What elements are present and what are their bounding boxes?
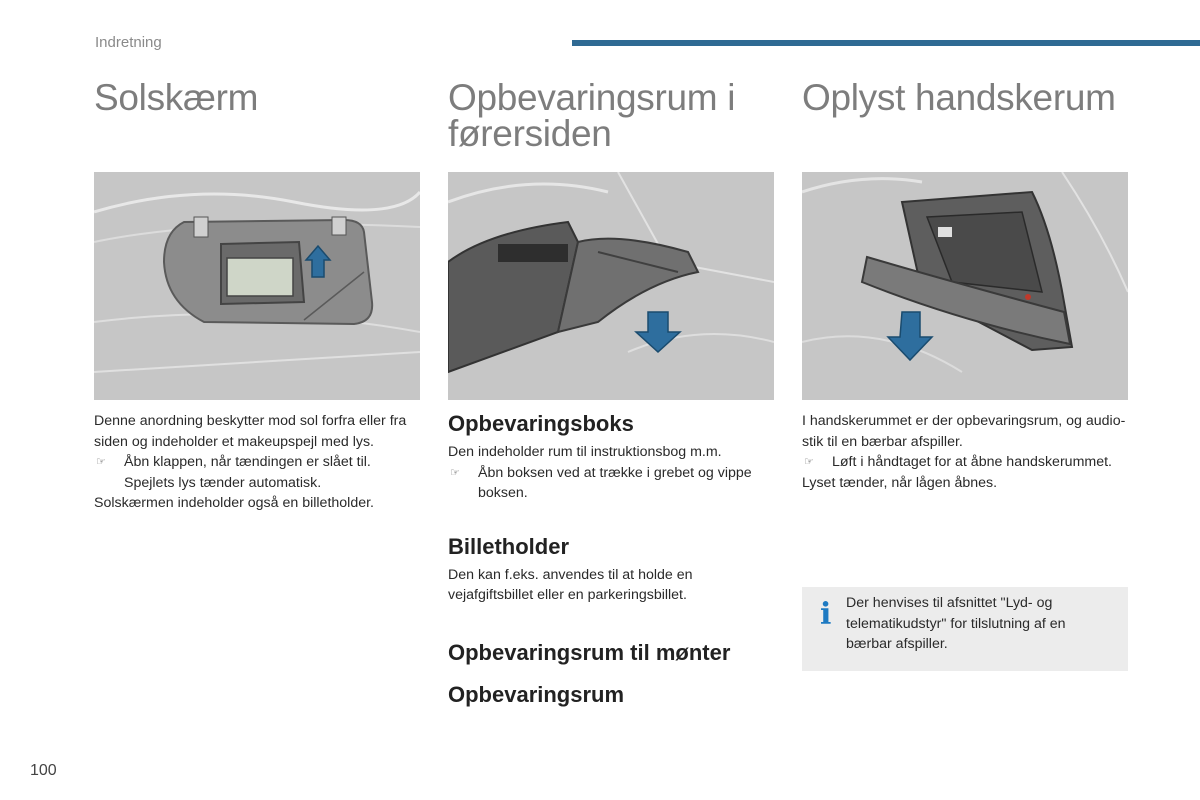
sun-visor-title: Solskærm [94,77,259,118]
sun-visor-bullet-text: Åbn klappen, når tændingen er slået til. Spejlets lys tænder automatisk. [124,454,371,491]
driver-side-storage-illustration [448,172,774,400]
section-label: Indretning [95,34,162,51]
column-glovebox [802,77,1130,493]
glovebox-title: Oplyst handskerum [802,77,1116,118]
storage-heading: Opbevaringsrum [448,681,625,707]
glovebox-outro: Lyset tænder, når lågen åbnes. [802,474,998,491]
glovebox-illustration [802,172,1128,400]
storage-box-heading: Opbevaringsboks [448,411,634,436]
sun-visor-outro: Solskærmen indeholder også en billetholder. [94,495,374,511]
glovebox-bullet-text: Løft i håndtaget for at åbne handskerummet. [832,454,1112,470]
column-driver-storage [448,77,776,708]
ticket-holder-heading: Billetholder [448,533,570,559]
sun-visor-illustration [94,172,420,400]
driver-storage-title: Opbevaringsrum i førersiden [448,77,736,154]
column-sun-visor [94,77,422,514]
info-note [802,587,1128,671]
sun-visor-intro: Denne anordning beskytter mod sol forfra eller fra siden og indeholder et makeupspejl med lys. [94,413,407,450]
header-accent-bar [572,40,1200,46]
sun-visor-bullet [94,452,422,493]
ticket-holder-text: Den kan f.eks. anvendes til at holde en vejafgiftsbillet eller en parkeringsbillet. [448,566,693,603]
storage-box-text: Den indeholder rum til instruktionsbog m.m. [448,444,722,460]
info-icon: i [820,597,832,632]
coin-storage-heading: Opbevaringsrum til mønter [448,639,731,665]
glovebox-intro: I handskerummet er der opbevaringsrum, og audio-stik til en bærbar afspiller. [802,413,1126,450]
glovebox-bullet [802,452,1130,473]
bullet-marker-icon: ☞ [96,456,106,468]
bullet-marker-icon: ☞ [804,456,814,468]
page-number: 100 [30,762,57,779]
storage-box-bullet [448,463,776,504]
storage-box-bullet-text: Åbn boksen ved at trække i grebet og vippe boksen. [478,464,752,501]
bullet-marker-icon: ☞ [450,466,460,479]
info-note-text: Der henvises til afsnittet "Lyd- og telematikudstyr" for tilslutning af en bærbar afspiller. [846,595,1066,652]
